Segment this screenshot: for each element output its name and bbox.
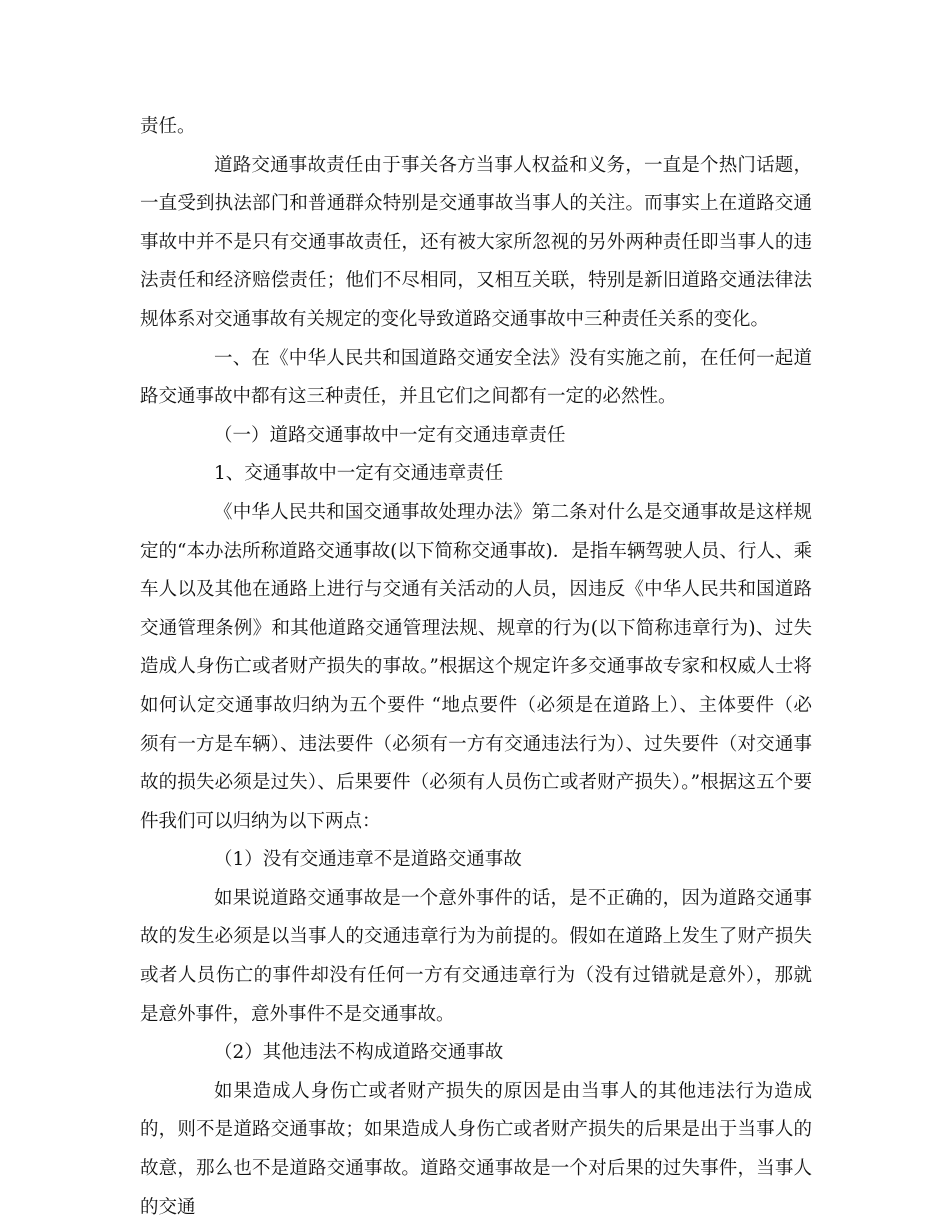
paragraph-regulation: 《中华人民共和国交通事故处理办法》第二条对什么是交通事故是这样规定的“本办法所称道路交通事故(以下简称交通事故)．是指车辆驾驶人员、行人、乘车人以及其他在通路上进行与交通有关活动的人员，因违反《中华人民共和国道路交通管理条例》和其他道路交通管理法规、规章的行为(以下简称违章行为)、过失造成人身伤亡或者财产损失的事故。”根据这个规定许多交通事故专家和权威人士将如何认定交通事故归纳为五个要件 “地点要件（必须是在道路上）、主体要件（必须有一方是车辆）、违法要件（必须有一方有交通违法行为）、过失要件（对交通事故的损失必须是过失）、后果要件（必须有人员伤亡或者财产损失）。”根据这五个要件我们可以归纳为以下两点： [140,501,812,832]
paragraph-intro: 道路交通事故责任由于事关各方当事人权益和义务，一直是个热门话题，一直受到执法部门和普通群众特别是交通事故当事人的关注。而事实上在道路交通事故中并不是只有交通事故责任，还有被大家所忽视的另外两种责任即当事人的违法责任和经济赔偿责任；他们不尽相同，又相互关联，特别是新旧道路交通法律法规体系对交通事故有关规定的变化导致道路交通事故中三种责任关系的变化。 [140,154,812,330]
paragraph-other-violations: 如果造成人身伤亡或者财产损失的原因是由当事人的其他违法行为造成的，则不是道路交通事故；如果造成人身伤亡或者财产损失的后果是出于当事人的故意，那么也不是道路交通事故。道路交通事故是一个对后果的过失事件，当事人的交通 [140,1080,812,1218]
paragraph-section-one: 一、在《中华人民共和国道路交通安全法》没有实施之前，在任何一起道路交通事故中都有这三种责任，并且它们之间都有一定的必然性。 [140,347,812,408]
heading-point-one: （1）没有交通违章不是道路交通事故 [214,849,522,871]
heading-item-one: 1、交通事故中一定有交通违章责任 [214,463,504,485]
heading-point-two: （2）其他违法不构成道路交通事故 [214,1042,504,1064]
paragraph-continuation: 责任。 [140,116,196,137]
document-body [140,108,812,1227]
paragraph-accident-nature: 如果说道路交通事故是一个意外事件的话，是不正确的，因为道路交通事故的发生必须是以当事人的交通违章行为为前提的。假如在道路上发生了财产损失或者人员伤亡的事件却没有任何一方有交通违章行为（没有过错就是意外），那就是意外事件，意外事件不是交通事故。 [140,887,812,1025]
heading-subsection-one: （一）道路交通事故中一定有交通违章责任 [214,424,566,446]
